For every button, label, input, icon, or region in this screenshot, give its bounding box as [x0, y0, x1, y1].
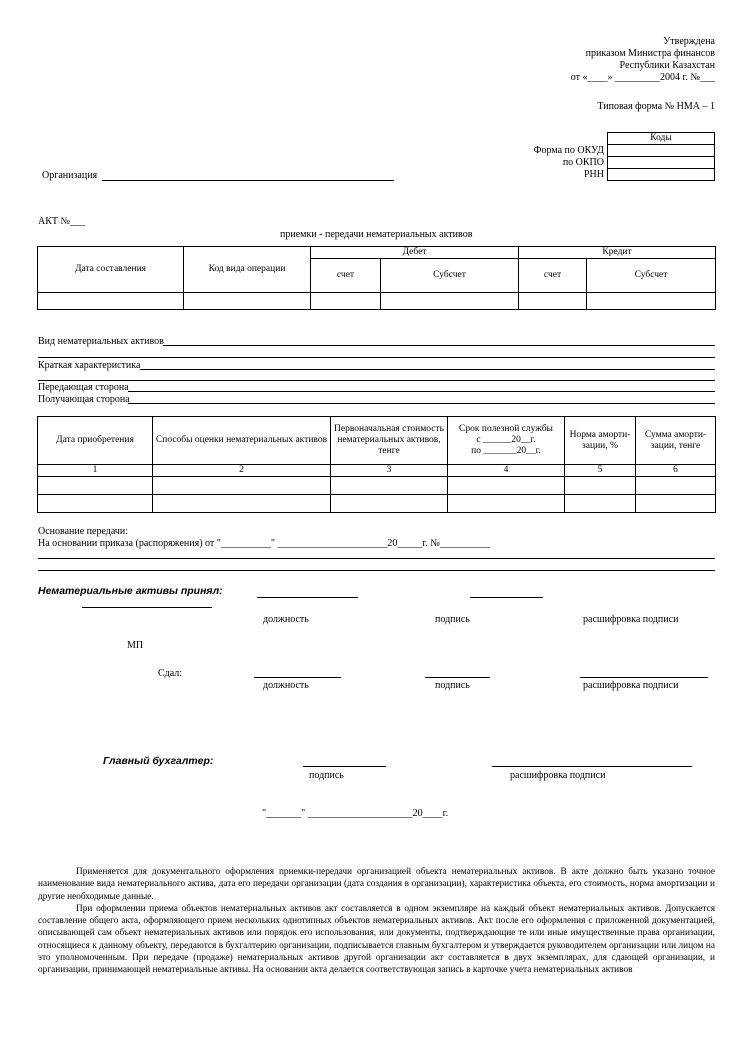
- act-number: АКТ №___: [38, 216, 86, 227]
- accepted-signature-line[interactable]: [470, 597, 543, 598]
- useful-life-title: Срок полезной службы: [459, 424, 553, 434]
- brief-field[interactable]: [140, 369, 715, 370]
- table-cell[interactable]: [636, 495, 716, 513]
- handed-label: Сдал:: [158, 668, 183, 679]
- table-cell[interactable]: [38, 477, 153, 495]
- col-num-2: 2: [153, 465, 331, 477]
- col-num-6: 6: [636, 465, 716, 477]
- amortization-rate-header: Норма аморти-зации, %: [565, 417, 636, 465]
- col-num-4: 4: [448, 465, 565, 477]
- col-num-5: 5: [565, 465, 636, 477]
- notes-paragraph-1: Применяется для документального оформления приемки-передачи организацией объекта нематериальных активов. В акте должно быть указано точное наименование вида нематериального актива, дата его передачи организации (дата создания в организации), характеристика объекта, его стоимость, норма амортизации и другие необходимые данные.: [38, 867, 715, 902]
- rnn-label: РНН: [583, 169, 604, 180]
- position-caption: должность: [263, 614, 309, 625]
- debit-subaccount-cell[interactable]: [381, 293, 519, 310]
- table-cell[interactable]: [331, 495, 448, 513]
- asset-type-field[interactable]: [163, 345, 715, 346]
- op-code-cell[interactable]: [184, 293, 311, 310]
- basis-order-line: На основании приказа (распоряжения) от "__________" ______________________20_____г. №__________: [38, 538, 490, 549]
- credit-account-cell[interactable]: [519, 293, 587, 310]
- signature-caption: подпись: [435, 614, 470, 625]
- brief-label: Краткая характеристика: [38, 360, 141, 371]
- debit-header: Дебет: [311, 247, 519, 259]
- chief-decoding-caption: расшифровка подписи: [510, 770, 606, 781]
- debit-account-header: счет: [311, 259, 381, 293]
- debit-account-cell[interactable]: [311, 293, 381, 310]
- useful-life-to: по _______20__г.: [471, 446, 541, 456]
- basis-field-1[interactable]: [38, 558, 715, 559]
- col-num-3: 3: [331, 465, 448, 477]
- date-col-header: Дата составления: [38, 247, 184, 293]
- credit-subaccount-header: Субсчет: [587, 259, 716, 293]
- form-type: Типовая форма № НМА – 1: [597, 101, 715, 112]
- basis-label: Основание передачи:: [38, 526, 129, 537]
- handed-position-line[interactable]: [254, 677, 341, 678]
- table-cell[interactable]: [565, 477, 636, 495]
- handed-signature-line[interactable]: [425, 677, 490, 678]
- brief-field-2[interactable]: [38, 380, 715, 381]
- credit-account-header: счет: [519, 259, 587, 293]
- col-num-1: 1: [38, 465, 153, 477]
- chief-decoding-line[interactable]: [492, 766, 692, 767]
- valuation-method-header: Способы оценки нематериальных активов: [153, 417, 331, 465]
- transferring-field[interactable]: [128, 391, 715, 392]
- stamp-label: МП: [127, 640, 144, 651]
- op-code-col-header: Код вида операции: [184, 247, 311, 293]
- approval-line-3: Республики Казахстан: [619, 60, 715, 71]
- organization-label: Организация: [42, 170, 98, 181]
- accepted-position-line[interactable]: [257, 597, 358, 598]
- approval-line-2: приказом Министра финансов: [585, 48, 715, 59]
- amortization-sum-header: Сумма аморти-зации, тенге: [636, 417, 716, 465]
- chief-signature-caption: подпись: [309, 770, 344, 781]
- decoding-caption-2: расшифровка подписи: [583, 680, 679, 691]
- date-cell[interactable]: [38, 293, 184, 310]
- organization-field[interactable]: [102, 180, 394, 181]
- table-cell[interactable]: [153, 495, 331, 513]
- transferring-label: Передающая сторона: [38, 382, 129, 393]
- useful-life-from: с ______20__г.: [476, 435, 536, 445]
- act-subtitle: приемки - передачи нематериальных активов: [280, 229, 473, 240]
- signature-caption-2: подпись: [435, 680, 470, 691]
- table-cell[interactable]: [448, 495, 565, 513]
- table-cell[interactable]: [331, 477, 448, 495]
- rnn-code-cell[interactable]: [608, 169, 715, 181]
- receiving-label: Получающая сторона: [38, 394, 130, 405]
- approval-line-1: Утверждена: [663, 36, 715, 47]
- receiving-field[interactable]: [128, 403, 715, 404]
- table-cell[interactable]: [448, 477, 565, 495]
- okud-label: Форма по ОКУД: [533, 145, 604, 156]
- approval-block: [571, 36, 715, 84]
- notes: [38, 866, 715, 977]
- okpo-code-cell[interactable]: [608, 157, 715, 169]
- table-cell[interactable]: [153, 477, 331, 495]
- accepted-label: Нематериальные активы принял:: [38, 585, 223, 597]
- acquisition-date-header: Дата приобретения: [38, 417, 153, 465]
- decoding-caption: расшифровка подписи: [583, 614, 679, 625]
- chief-accountant-label: Главный бухгалтер:: [103, 755, 214, 767]
- date-line: "_______" _____________________20____г.: [262, 808, 449, 819]
- asset-type-field-2[interactable]: [38, 357, 715, 358]
- table-cell[interactable]: [38, 495, 153, 513]
- codes-table: [607, 132, 715, 181]
- notes-paragraph-2: При оформлении приема объектов нематериальных активов акт составляется в одном экземпляре на каждый объект нематериальных активов. Допускается составление общего акта, оформляющего прием нескольких однотипных объектов нематериальных активов. Акт после его оформления с приложенной документацией, описывающей сам объект нематериальных активов или порядок его использования, или документы, подтверждающие те или иные имущественные права организации, относящиеся к данному объекту, передаются в бухгалтерию организации, подписывается главным бухгалтером и утверждается руководителем организации или лицом на это уполномоченным. При передаче (продаже) нематериальных активов другой организации акт составляется в двух экземплярах, для сдающей организации, и организации, принимающей нематериальные активы. На основании акта делается соответствующая запись в карточке учета нематериальных активов: [38, 903, 715, 976]
- credit-subaccount-cell[interactable]: [587, 293, 716, 310]
- debit-subaccount-header: Субсчет: [381, 259, 519, 293]
- table-cell[interactable]: [565, 495, 636, 513]
- okud-code-cell[interactable]: [608, 145, 715, 157]
- credit-header: Кредит: [519, 247, 716, 259]
- chief-signature-line[interactable]: [303, 766, 386, 767]
- operation-table: [37, 246, 716, 310]
- table-cell[interactable]: [636, 477, 716, 495]
- accepted-extra-line[interactable]: [82, 607, 212, 608]
- position-caption-2: должность: [263, 680, 309, 691]
- codes-labels: [534, 145, 604, 181]
- handed-decoding-line[interactable]: [580, 677, 708, 678]
- asset-table: [37, 416, 716, 513]
- codes-header: Коды: [608, 133, 715, 145]
- initial-cost-header: Первоначальная стоимость нематериальных активов, тенге: [331, 417, 448, 465]
- useful-life-header: [448, 417, 565, 465]
- basis-field-2[interactable]: [38, 570, 715, 571]
- okpo-label: по ОКПО: [562, 157, 604, 168]
- asset-type-label: Вид нематериальных активов: [38, 336, 164, 347]
- approval-line-4: от «____» _________2004 г. №___: [570, 72, 715, 83]
